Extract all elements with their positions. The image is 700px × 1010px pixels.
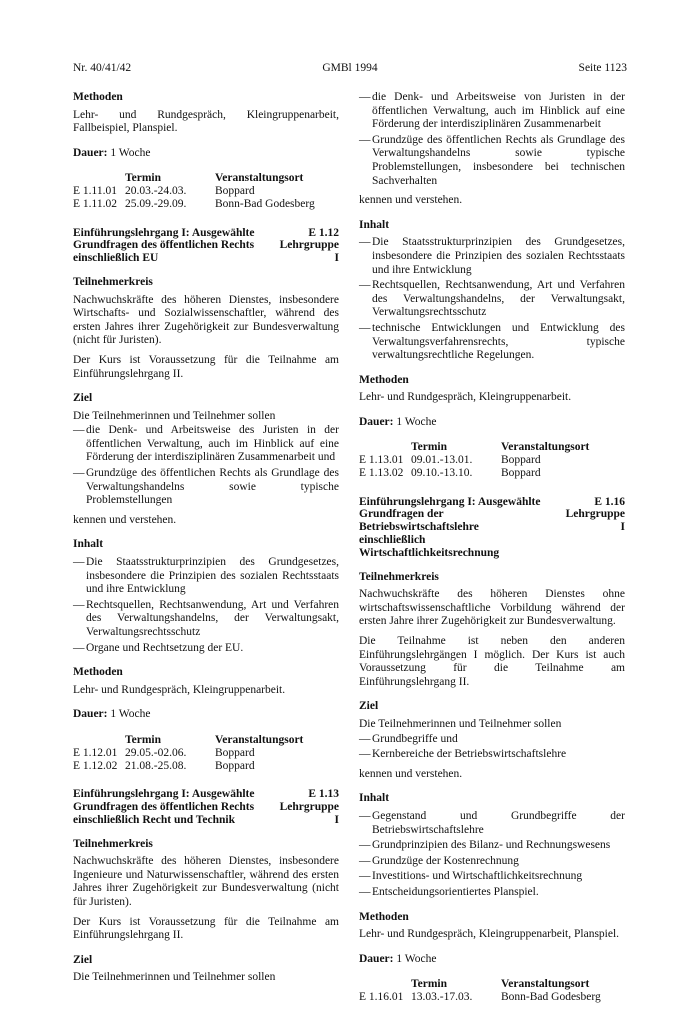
list-item: — Grundbegriffe und bbox=[359, 733, 625, 747]
section-heading: Methoden bbox=[359, 373, 409, 386]
schedule-table bbox=[73, 733, 303, 772]
duration: Dauer: 1 Woche bbox=[73, 146, 151, 159]
methods-text: Lehr- und Rundgespräch, Kleingruppenarbeit. bbox=[359, 391, 572, 404]
duration: Dauer: 1 Woche bbox=[359, 952, 437, 965]
paragraph: Nachwuchskräfte des höheren Dienstes ohne wirtschaftswissenschaftliche Vorbildung während der ersten Jahre ihrer Zugehörigkeit zur Bundesverwaltung. bbox=[359, 588, 625, 628]
dash-list bbox=[359, 810, 625, 900]
table-header-row: Termin Veranstaltungsort bbox=[411, 441, 590, 454]
duration: Dauer: 1 Woche bbox=[73, 708, 151, 721]
dash-list bbox=[359, 236, 625, 362]
dash-list bbox=[73, 424, 339, 508]
paragraph: Der Kurs ist Voraussetzung für die Teilnahme am Einführungslehrgang II. bbox=[73, 915, 339, 942]
course-code: E 1.16 Lehrgruppe I bbox=[565, 495, 625, 534]
paragraph: kennen und verstehen. bbox=[73, 513, 177, 526]
table-row: E 1.12.02 21.08.-25.08. Boppard bbox=[73, 759, 255, 772]
table-header-row: Termin Veranstaltungsort bbox=[411, 978, 590, 991]
section-heading: Methoden bbox=[359, 910, 409, 923]
list-item: — die Denk- und Arbeitsweise von Juristen in der öffentlichen Verwaltung, auch im Hinblick auf eine Förderung der interdisziplinären Zusammenarbeit bbox=[359, 91, 625, 132]
schedule-table bbox=[73, 171, 315, 210]
paragraph: Die Teilnehmerinnen und Teilnehmer sollen bbox=[73, 971, 276, 984]
dash-list bbox=[73, 556, 339, 655]
table-row: E 1.13.01 09.01.-13.01. Boppard bbox=[359, 454, 541, 467]
list-item: — Organe und Rechtsetzung der EU. bbox=[73, 642, 339, 656]
course-title: Einführungslehrgang I: Ausgewählte Grundfragen des öffentlichen Rechts einschließlich EU bbox=[73, 226, 255, 265]
left-column bbox=[73, 91, 339, 991]
methods-text: Lehr- und Rundgespräch, Kleingruppenarbeit, Planspiel. bbox=[359, 928, 620, 941]
table-header-row: Termin Veranstaltungsort bbox=[125, 172, 304, 185]
list-item: — Entscheidungsorientiertes Planspiel. bbox=[359, 886, 625, 900]
table-row: E 1.11.02 25.09.-29.09. Bonn-Bad Godesberg bbox=[73, 197, 315, 210]
section-heading: Inhalt bbox=[359, 792, 390, 805]
list-item: — die Denk- und Arbeitsweise des Juristen in der öffentlichen Verwaltung, auch im Hinblick auf eine Förderung der interdisziplinären Zusammenarbeit und bbox=[73, 424, 339, 465]
list-item: — Grundzüge des öffentlichen Rechts als Grundlage des Verwaltungshandelns sowie typische Problemstellungen, insbesondere bei technischen Sachverhalten bbox=[359, 134, 625, 188]
paragraph: Die Teilnehmerinnen und Teilnehmer sollen bbox=[73, 409, 276, 422]
paragraph: Die Teilnahme ist neben den anderen Einführungslehrgängen I möglich. Der Kurs ist auch Voraussetzung für die Teilnahme am Einführungslehrgang II. bbox=[359, 635, 625, 688]
section-heading: Methoden bbox=[73, 91, 123, 103]
course-code: E 1.13 Lehrgruppe I bbox=[279, 788, 339, 826]
list-item: — Kernbereiche der Betriebswirtschaftslehre bbox=[359, 748, 625, 762]
section-heading: Methoden bbox=[73, 666, 123, 679]
section-heading: Teilnehmerkreis bbox=[73, 837, 153, 850]
publication-name: GMBl 1994 bbox=[322, 62, 378, 74]
duration: Dauer: 1 Woche bbox=[359, 415, 437, 428]
methods-text: Lehr- und Rundgespräch, Kleingruppenarbeit. bbox=[73, 683, 286, 696]
list-item: — Rechtsquellen, Rechtsanwendung, Art und Verfahren des Verwaltungshandelns, der Verwaltungsakt, Verwaltungsrechtsschutz bbox=[73, 599, 339, 640]
course-title-block bbox=[73, 227, 339, 265]
list-item: — Die Staatsstrukturprinzipien des Grundgesetzes, insbesondere die Prinzipien des sozialen Rechtsstaats und ihre Entwicklung bbox=[359, 236, 625, 277]
page-number: Seite 1123 bbox=[578, 62, 627, 74]
section-heading: Ziel bbox=[73, 953, 93, 966]
table-header-row: Termin Veranstaltungsort bbox=[125, 733, 304, 746]
table-row: E 1.13.02 09.10.-13.10. Boppard bbox=[359, 467, 541, 480]
list-item: — Grundzüge der Kostenrechnung bbox=[359, 855, 625, 869]
list-item: — Die Staatsstrukturprinzipien des Grundgesetzes, insbesondere die Prinzipien des sozialen Rechtsstaats und ihre Entwicklung bbox=[73, 556, 339, 597]
methods-text: Lehr- und Rundgespräch, Kleingruppenarbeit, Fallbeispiel, Planspiel. bbox=[73, 108, 339, 135]
dash-list bbox=[359, 733, 625, 762]
schedule-table bbox=[359, 440, 589, 479]
schedule-table bbox=[359, 977, 601, 1004]
section-heading: Teilnehmerkreis bbox=[73, 275, 153, 288]
table-row: E 1.12.01 29.05.-02.06. Boppard bbox=[73, 746, 255, 759]
course-code: E 1.12 Lehrgruppe I bbox=[279, 226, 339, 265]
table-row: E 1.11.01 20.03.-24.03. Boppard bbox=[73, 185, 255, 198]
issue-number: Nr. 40/41/42 bbox=[73, 62, 132, 74]
paragraph: Die Teilnehmerinnen und Teilnehmer sollen bbox=[359, 717, 562, 730]
list-item: — Rechtsquellen, Rechtsanwendung, Art und Verfahren des Verwaltungshandelns, der Verwaltungsakt, Verwaltungsrechtsschutz bbox=[359, 279, 625, 320]
course-title: Einführungslehrgang I: Ausgewählte Grundfragen der Betriebswirtschaftslehre einschließlich Wirtschaftlichkeitsrechnung bbox=[359, 495, 541, 559]
paragraph: Der Kurs ist Voraussetzung für die Teilnahme am Einführungslehrgang II. bbox=[73, 353, 339, 380]
course-title-block bbox=[359, 496, 625, 560]
dash-list bbox=[359, 91, 625, 188]
paragraph: Nachwuchskräfte des höheren Dienstes, insbesondere Wirtschafts- und Sozialwissenschaftler, während des ersten Jahres ihrer Zugehörigkeit zur Bundesverwaltung (nicht für Juristen). bbox=[73, 293, 339, 347]
list-item: — Investitions- und Wirtschaftlichkeitsrechnung bbox=[359, 870, 625, 884]
list-item: — Grundprinzipien des Bilanz- und Rechnungswesens bbox=[359, 839, 625, 853]
section-heading: Teilnehmerkreis bbox=[359, 570, 439, 583]
section-heading: Inhalt bbox=[359, 218, 390, 231]
paragraph: Nachwuchskräfte des höheren Dienstes, insbesondere Ingenieure und Naturwissenschaftler, während des ersten Jahres ihrer Zugehörigkeit zur Bundesverwaltung (nicht für Juristen). bbox=[73, 855, 339, 908]
paragraph: kennen und verstehen. bbox=[359, 194, 463, 207]
paragraph: kennen und verstehen. bbox=[359, 767, 463, 780]
list-item: — Gegenstand und Grundbegriffe der Betriebswirtschaftslehre bbox=[359, 810, 625, 837]
course-title: Einführungslehrgang I: Ausgewählte Grundfragen des öffentlichen Rechts einschließlich Recht und Technik bbox=[73, 788, 255, 826]
page-header bbox=[73, 62, 627, 78]
section-heading: Ziel bbox=[73, 392, 93, 405]
list-item: — Grundzüge des öffentlichen Rechts als Grundlage des Verwaltungshandelns sowie typische Problemstellungen bbox=[73, 467, 339, 508]
table-row: E 1.16.01 13.03.-17.03. Bonn-Bad Godesberg bbox=[359, 991, 601, 1004]
section-heading: Inhalt bbox=[73, 538, 104, 551]
course-title-block bbox=[73, 788, 339, 826]
right-column bbox=[359, 91, 625, 1010]
section-heading: Ziel bbox=[359, 700, 379, 713]
list-item: — technische Entwicklungen und Entwicklung des Verwaltungsverfahrensrechts, typische verwaltungsrechtliche Regelungen. bbox=[359, 322, 625, 363]
